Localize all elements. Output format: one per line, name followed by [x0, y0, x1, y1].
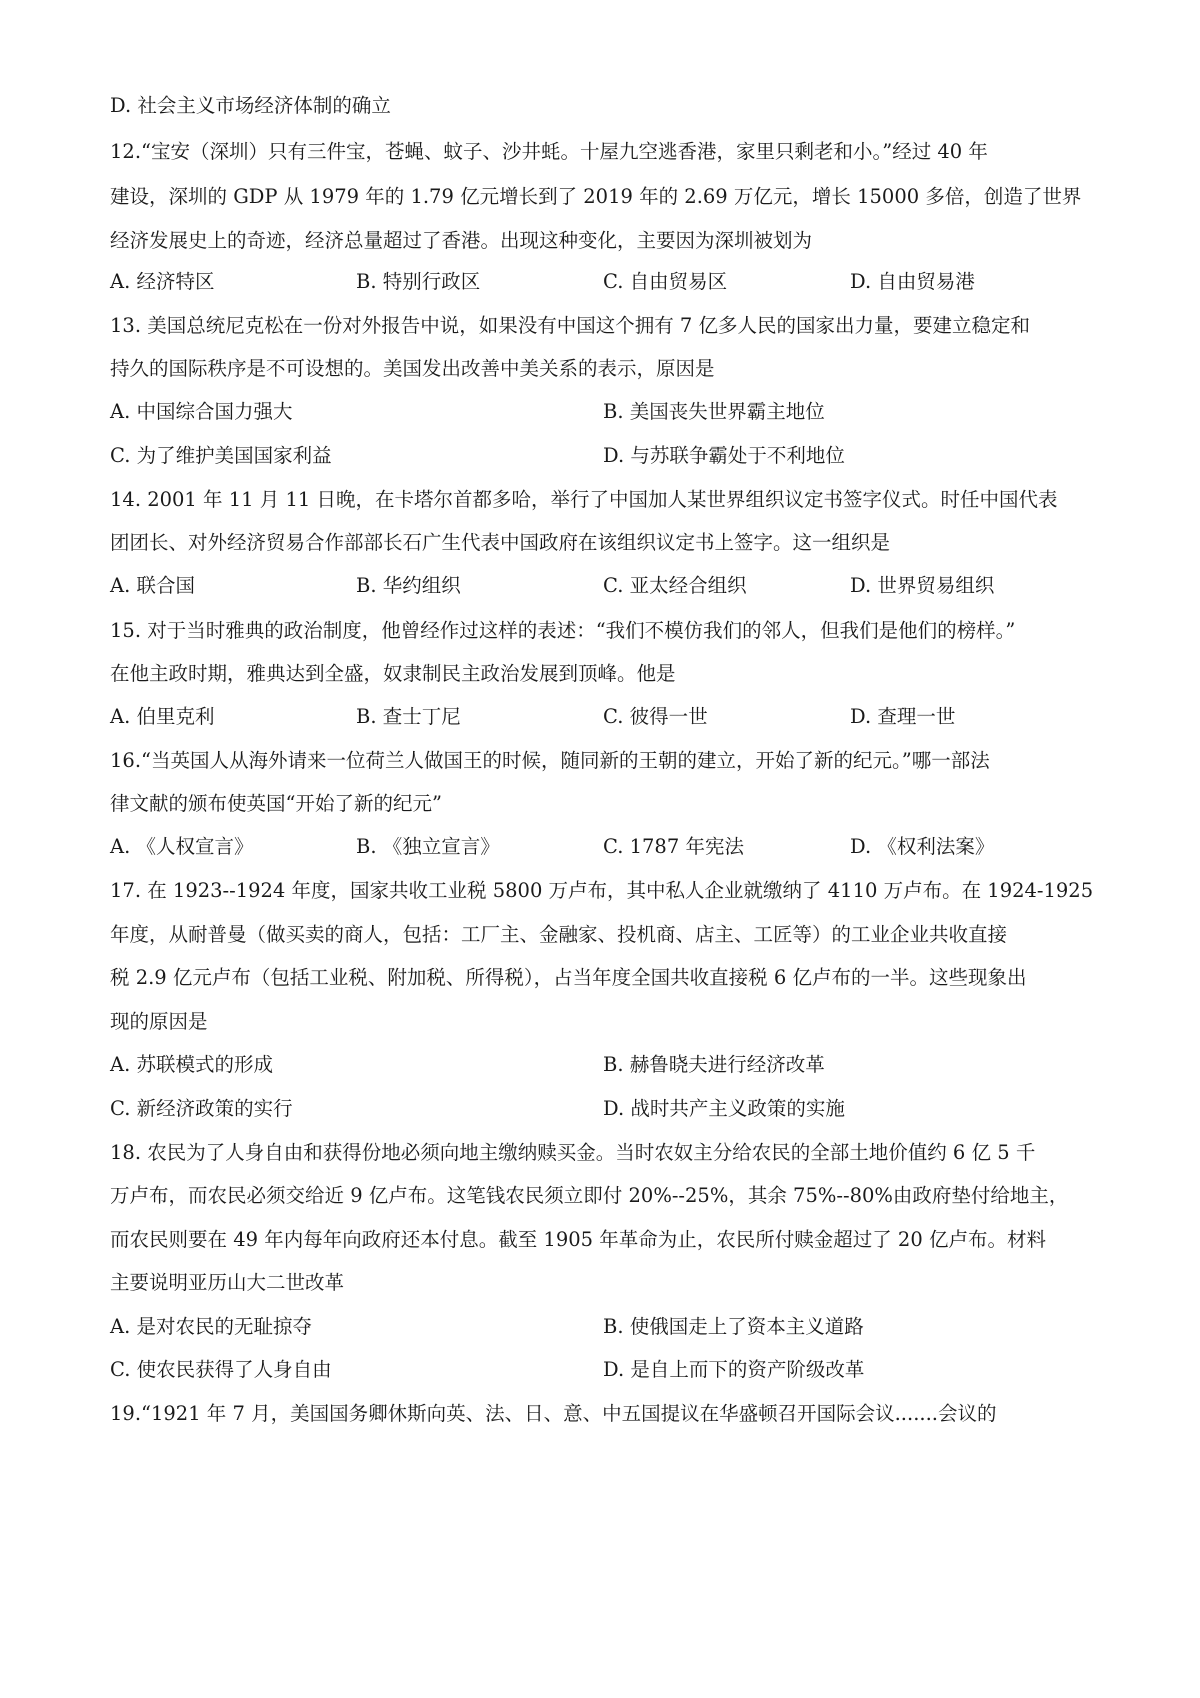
q15-option-a: A. 伯里克利	[110, 705, 215, 728]
q18-option-c: C. 使农民获得了人身自由	[110, 1358, 332, 1381]
q12-option-c: C. 自由贸易区	[603, 270, 728, 293]
question-15-text-line-1: 15. 对于当时雅典的政治制度，他曾经作过这样的表述：“我们不模仿我们的邻人，但我们是他们的榜样。”	[110, 619, 1016, 642]
q12-option-d: D. 自由贸易港	[850, 270, 975, 293]
question-15-text-line-2: 在他主政时期，雅典达到全盛，奴隶制民主政治发展到顶峰。他是	[110, 662, 676, 685]
q13-option-a: A. 中国综合国力强大	[110, 400, 293, 423]
question-18-text-line-1: 18. 农民为了人身自由和获得份地必须向地主缴纳赎买金。当时农奴主分给农民的全部土地价值约 6 亿 5 千	[110, 1141, 1036, 1164]
q16-option-d: D. 《权利法案》	[850, 835, 995, 858]
q13-option-c: C. 为了维护美国国家利益	[110, 444, 332, 467]
question-12-text-line-2: 建设，深圳的 GDP 从 1979 年的 1.79 亿元增长到了 2019 年的 2.69 万亿元，增长 15000 多倍，创造了世界	[110, 185, 1082, 208]
q18-option-d: D. 是自上而下的资产阶级改革	[603, 1358, 865, 1381]
q17-option-b: B. 赫鲁晓夫进行经济改革	[603, 1053, 825, 1076]
q16-option-a: A. 《人权宣言》	[110, 835, 254, 858]
q13-option-d: D. 与苏联争霸处于不利地位	[603, 444, 845, 467]
question-16-text-line-2: 律文献的颁布使英国“开始了新的纪元”	[110, 792, 442, 815]
q18-option-b: B. 使俄国走上了资本主义道路	[603, 1315, 864, 1338]
q15-option-c: C. 彼得一世	[603, 705, 708, 728]
option-d-q11: D. 社会主义市场经济体制的确立	[110, 94, 391, 117]
q14-option-c: C. 亚太经合组织	[603, 574, 747, 597]
q14-option-d: D. 世界贸易组织	[850, 574, 995, 597]
question-14-text-line-2: 团团长、对外经济贸易合作部部长石广生代表中国政府在该组织议定书上签字。这一组织是	[110, 531, 891, 554]
question-19-text-line-1: 19.“1921 年 7 月，美国国务卿休斯向英、法、日、意、中五国提议在华盛顿召开国际会议.......会议的	[110, 1402, 997, 1425]
q17-option-a: A. 苏联模式的形成	[110, 1053, 273, 1076]
q14-option-a: A. 联合国	[110, 574, 195, 597]
question-16-text-line-1: 16.“当英国人从海外请来一位荷兰人做国王的时候，随同新的王朝的建立，开始了新的纪元。”哪一部法	[110, 749, 990, 772]
question-18-text-line-4: 主要说明亚历山大二世改革	[110, 1271, 345, 1294]
q16-option-b: B. 《独立宣言》	[356, 835, 500, 858]
q14-option-b: B. 华约组织	[356, 574, 461, 597]
q16-option-c: C. 1787 年宪法	[603, 835, 744, 858]
question-17-text-line-2: 年度，从耐普曼（做买卖的商人，包括：工厂主、金融家、投机商、店主、工匠等）的工业企业共收直接	[110, 923, 1008, 946]
question-17-text-line-1: 17. 在 1923--1924 年度，国家共收工业税 5800 万卢布，其中私人企业就缴纳了 4110 万卢布。在 1924-1925	[110, 879, 1094, 902]
q17-option-d: D. 战时共产主义政策的实施	[603, 1097, 845, 1120]
question-18-text-line-3: 而农民则要在 49 年内每年向政府还本付息。截至 1905 年革命为止，农民所付赎金超过了 20 亿卢布。材料	[110, 1228, 1046, 1251]
question-13-text-line-1: 13. 美国总统尼克松在一份对外报告中说，如果没有中国这个拥有 7 亿多人民的国家出力量，要建立稳定和	[110, 314, 1031, 337]
q17-option-c: C. 新经济政策的实行	[110, 1097, 293, 1120]
q15-option-d: D. 查理一世	[850, 705, 956, 728]
q15-option-b: B. 查士丁尼	[356, 705, 461, 728]
question-12-text-line-3: 经济发展史上的奇迹，经济总量超过了香港。出现这种变化，主要因为深圳被划为	[110, 229, 813, 252]
question-12-text-line-1: 12.“宝安（深圳）只有三件宝，苍蝇、蚊子、沙井蚝。十屋九空逃香港，家里只剩老和小。”经过 40 年	[110, 140, 988, 163]
question-13-text-line-2: 持久的国际秩序是不可设想的。美国发出改善中美关系的表示，原因是	[110, 357, 715, 380]
q12-option-a: A. 经济特区	[110, 270, 215, 293]
question-17-text-line-4: 现的原因是	[110, 1010, 208, 1033]
q13-option-b: B. 美国丧失世界霸主地位	[603, 400, 825, 423]
question-17-text-line-3: 税 2.9 亿元卢布（包括工业税、附加税、所得税），占当年度全国共收直接税 6 亿卢布的一半。这些现象出	[110, 966, 1027, 989]
q12-option-b: B. 特别行政区	[356, 270, 481, 293]
question-18-text-line-2: 万卢布，而农民必须交给近 9 亿卢布。这笔钱农民须立即付 20%--25%，其余 75%--80%由政府垫付给地主，	[110, 1184, 1069, 1207]
q18-option-a: A. 是对农民的无耻掠夺	[110, 1315, 312, 1338]
question-14-text-line-1: 14. 2001 年 11 月 11 日晚，在卡塔尔首都多哈，举行了中国加人某世界组织议定书签字仪式。时任中国代表	[110, 488, 1058, 511]
